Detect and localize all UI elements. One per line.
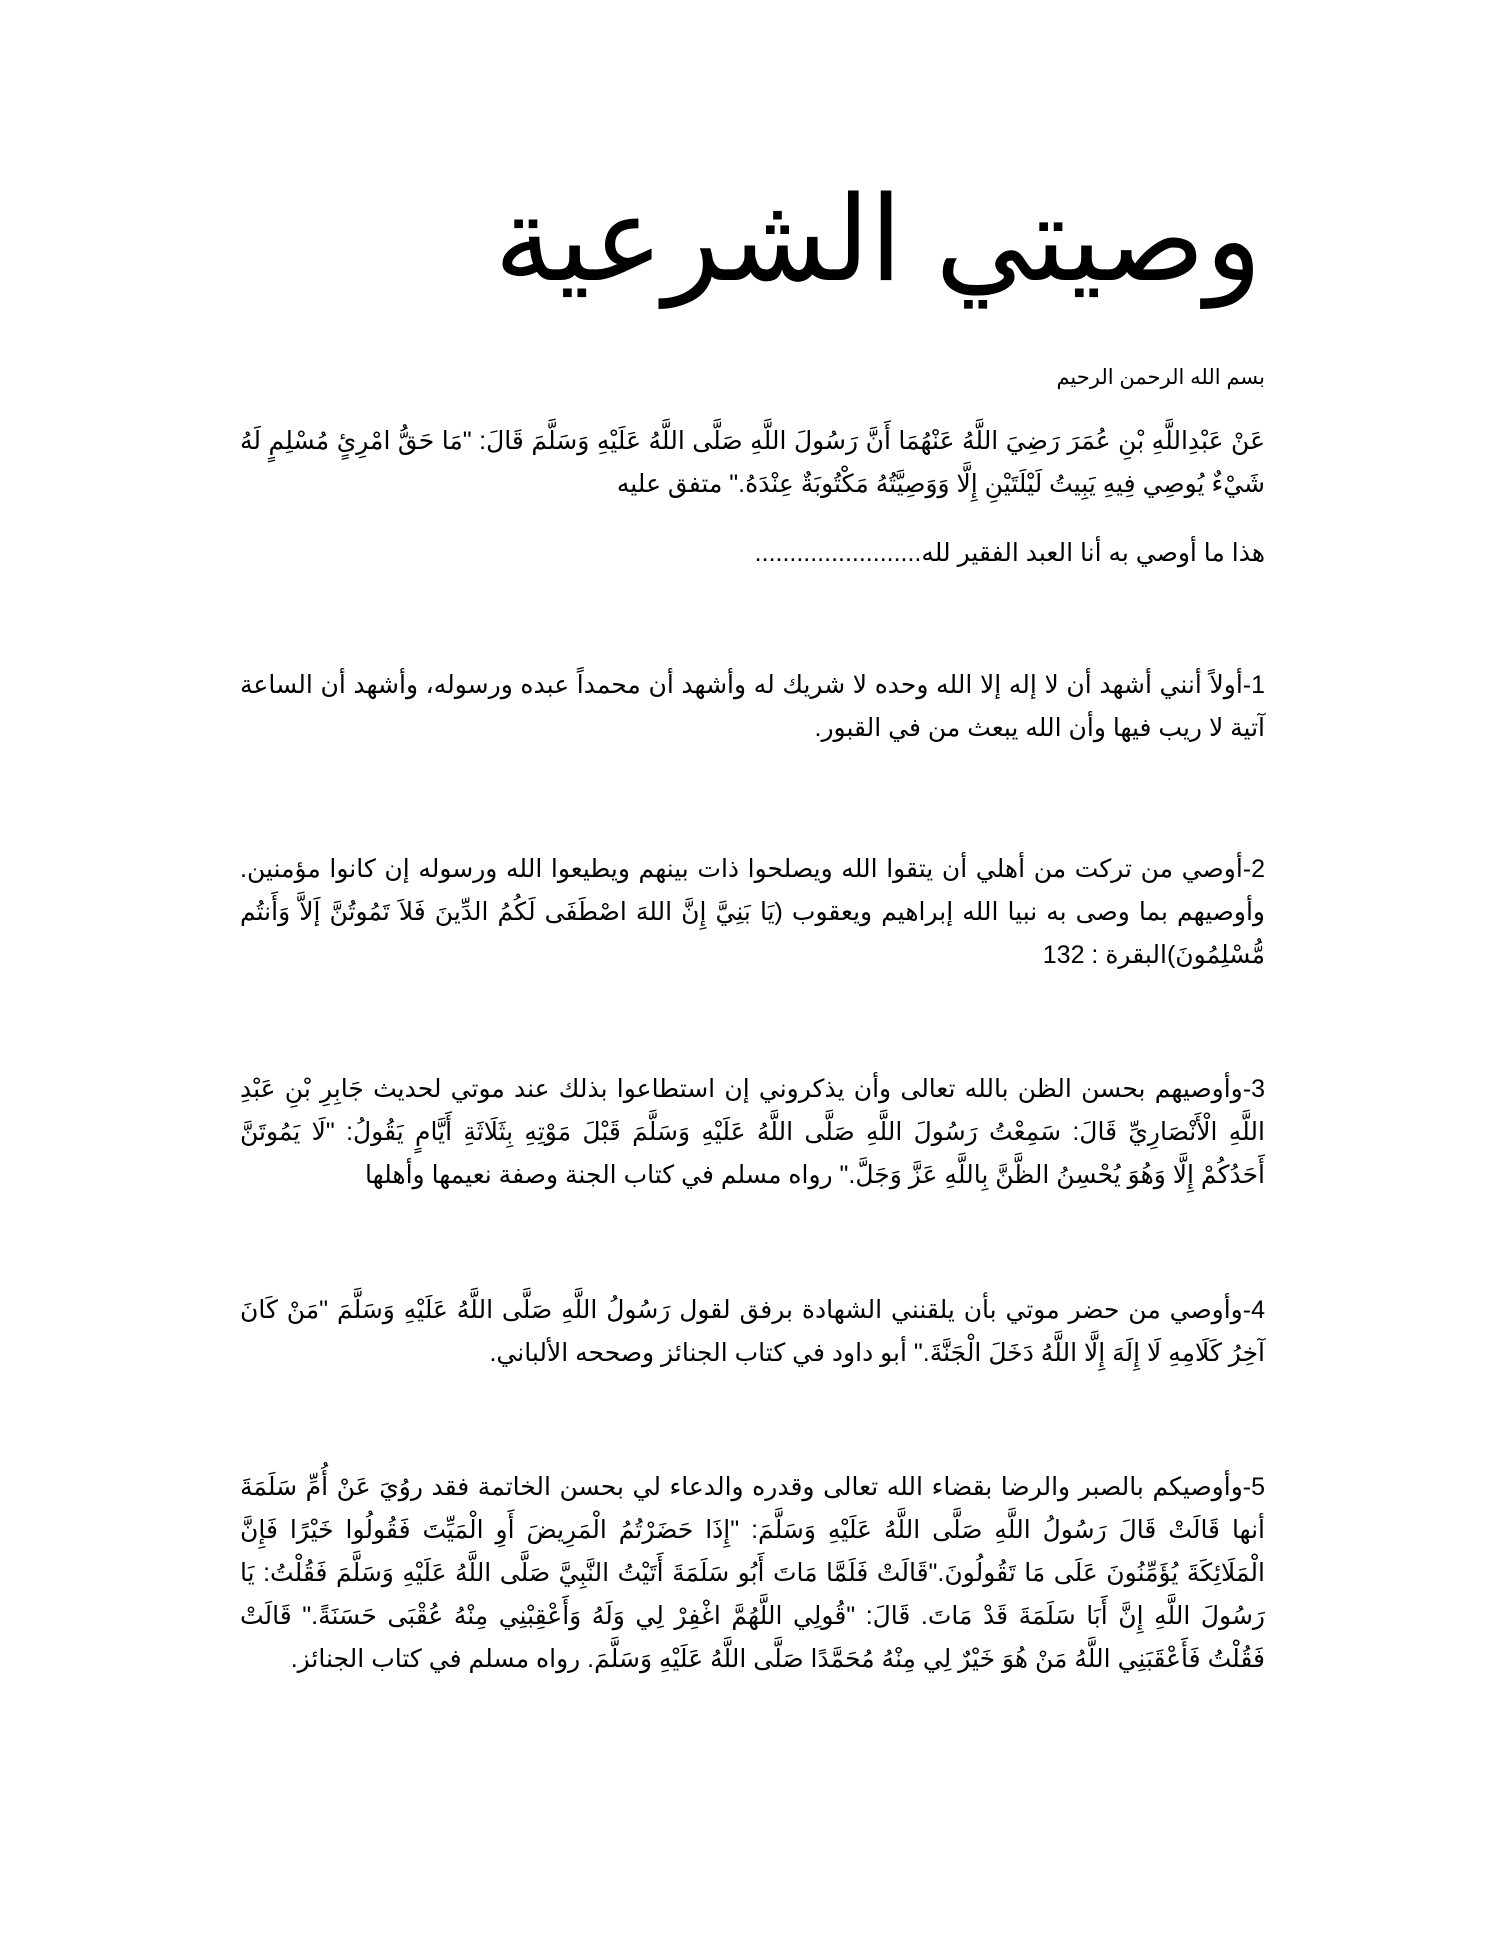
will-item-4: 4-وأوصي من حضر موتي بأن يلقنني الشهادة برفق لقول رَسُولُ اللَّهِ صَلَّى اللَّهُ عَلَيْهِ وَسَلَّمَ "مَنْ كَانَ آخِرُ كَلَامِهِ لَا إِلَهَ إِلَّا اللَّهُ دَخَلَ الْجَنَّةَ." أبو داود في كتاب الجنائز وصححه الألباني. <box>240 1296 1265 1367</box>
will-item-5: 5-وأوصيكم بالصبر والرضا بقضاء الله تعالى وقدره والدعاء لي بحسن الخاتمة فقد روُيَ عَنْ أُمِّ سَلَمَةَ أنها قَالَتْ قَالَ رَسُولُ اللَّهِ صَلَّى اللَّهُ عَلَيْهِ وَسَلَّمَ: "إِذَا حَضَرْتُمُ الْمَرِيضَ أَوِ الْمَيِّتَ فَقُولُوا خَيْرًا فَإِنَّ الْمَلَائِكَةَ يُؤَمِّنُونَ عَلَى مَا تَقُولُونَ."قَالَتْ فَلَمَّا مَاتَ أَبُو سَلَمَةَ أَتَيْتُ النَّبِيَّ صَلَّى اللَّهُ عَلَيْهِ وَسَلَّمَ فَقُلْتُ: يَا رَسُولَ اللَّهِ إِنَّ أَبَا سَلَمَةَ قَدْ مَاتَ. قَالَ: "قُولِي اللَّهُمَّ اغْفِرْ لِي وَلَهُ وَأَعْقِبْنِي مِنْهُ عُقْبَى حَسَنَةً." قَالَتْ فَقُلْتُ فَأَعْقَبَنِي اللَّهُ مَنْ هُوَ خَيْرٌ لِي مِنْهُ مُحَمَّدًا صَلَّى اللَّهُ عَلَيْهِ وَسَلَّمَ. رواه مسلم في كتاب الجنائز. <box>240 1473 1265 1673</box>
opening-hadith: عَنْ عَبْدِاللَّهِ بْنِ عُمَرَ رَضِيَ اللَّهُ عَنْهُمَا أَنَّ رَسُولَ اللَّهِ صَلَّى اللَّهُ عَلَيْهِ وَسَلَّمَ قَالَ: "مَا حَقُّ امْرِئٍ مُسْلِمٍ لَهُ شَيْءٌ يُوصِي فِيهِ يَبِيتُ لَيْلَتَيْنِ إِلَّا وَوَصِيَّتُهُ مَكْتُوبَةٌ عِنْدَهُ." متفق عليه <box>240 427 1265 498</box>
will-item-3: 3-وأوصيهم بحسن الظن بالله تعالى وأن يذكروني إن استطاعوا بذلك عند موتي لحديث جَابِرِ بْنِ عَبْدِ اللَّهِ الْأَنْصَارِيِّ قَالَ: سَمِعْتُ رَسُولَ اللَّهِ صَلَّى اللَّهُ عَلَيْهِ وَسَلَّمَ قَبْلَ مَوْتِهِ بِثَلَاثَةِ أَيَّامٍ يَقُولُ: "لَا يَمُوتَنَّ أَحَدُكُمْ إِلَّا وَهُوَ يُحْسِنُ الظَّنَّ بِاللَّهِ عَزَّ وَجَلَّ." رواه مسلم في كتاب الجنة وصفة نعيمها وأهلها <box>240 1075 1265 1189</box>
will-item-1: 1-أولاً أنني أشهد أن لا إله إلا الله وحده لا شريك له وأشهد أن محمداً عبده ورسوله، وأشهد أن الساعة آتية لا ريب فيها وأن الله يبعث من في القبور. <box>240 671 1265 742</box>
intro-line: هذا ما أوصي به أنا العبد الفقير لله........................ <box>754 539 1265 567</box>
will-item-2: 2-أوصي من تركت من أهلي أن يتقوا الله ويصلحوا ذات بينهم ويطيعوا الله ورسوله إن كانوا مؤمنين. وأوصيهم بما وصى به نبيا الله إبراهيم ويعقوب (يَا بَنِيَّ إِنَّ اللهَ اصْطَفَى لَكُمُ الدِّينَ فَلاَ تَمُوتُنَّ إَلاَّ وَأَنتُم مُّسْلِمُونَ)البقرة : 132 <box>240 855 1265 969</box>
basmala: بسم الله الرحمن الرحيم <box>1056 366 1265 389</box>
document-title: وصيتي الشرعية <box>494 174 1262 306</box>
